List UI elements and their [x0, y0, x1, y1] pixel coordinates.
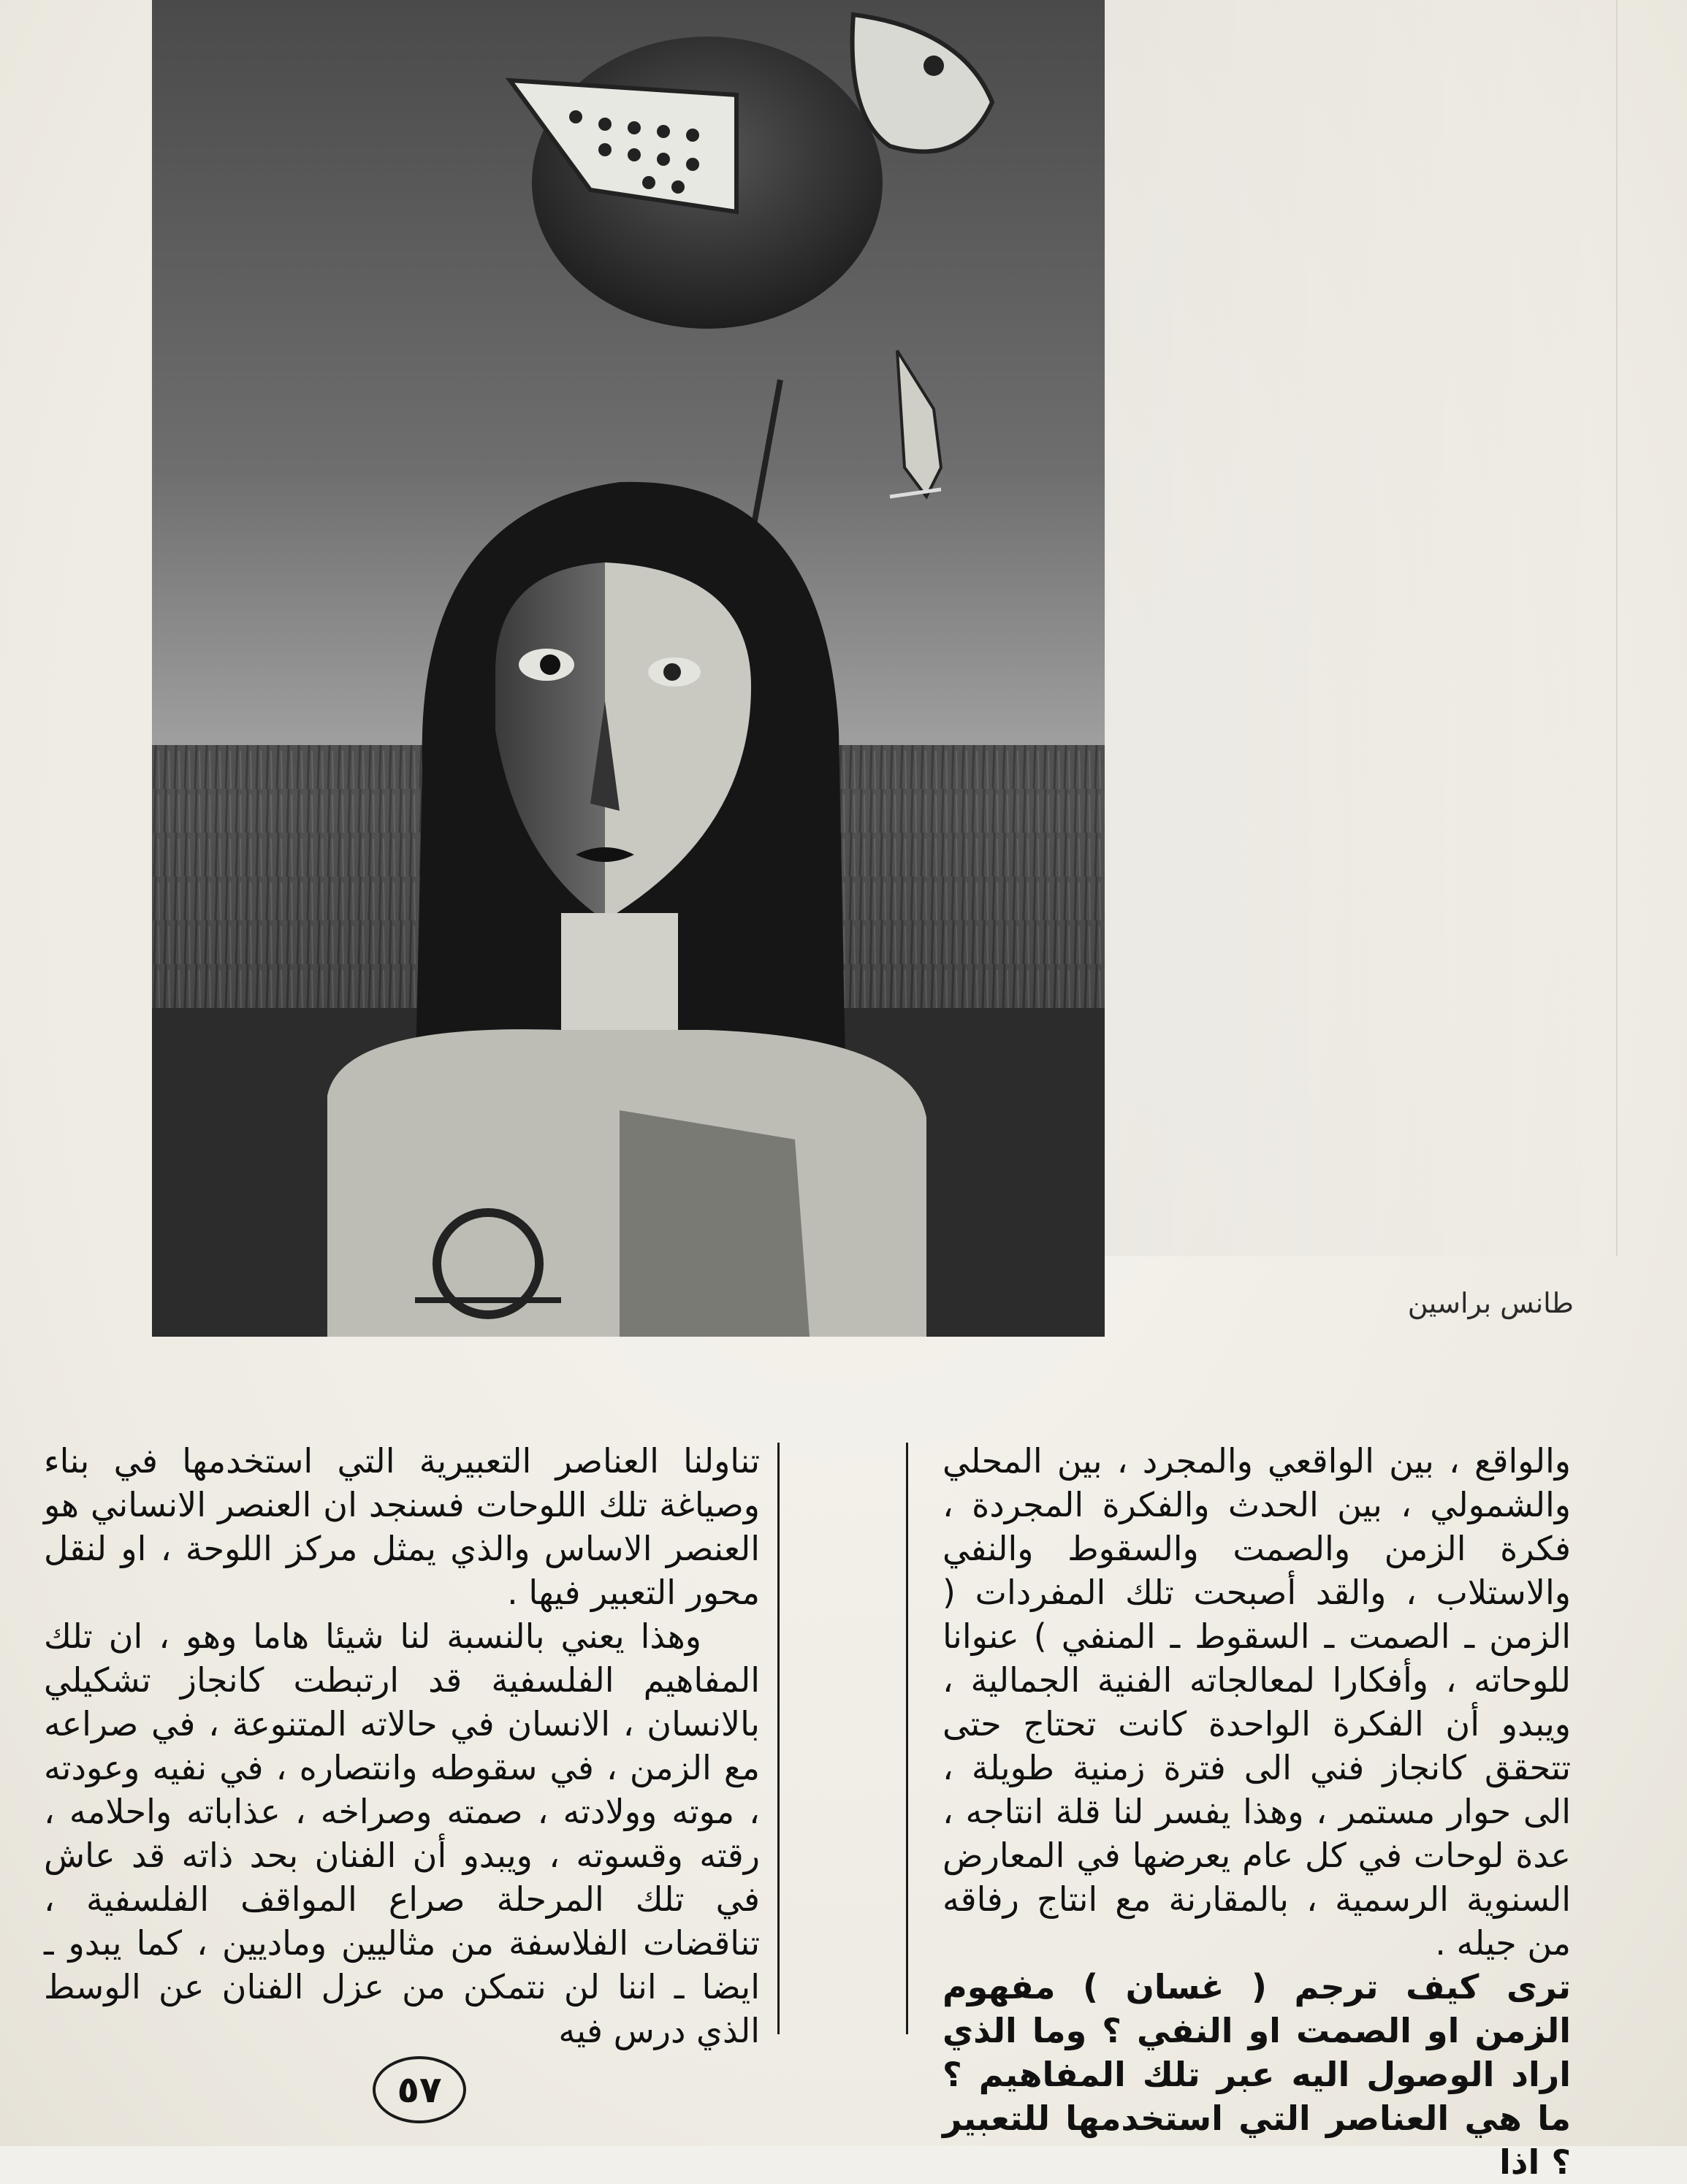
paragraph: تناولنا العناصر التعبيرية التي استخدمها في بناء وصياغة تلك اللوحات فسنجد ان العنصر الانساني هو العنصر الاساس والذي يمثل مركز اللوحة ، او لنقل محور التعبير فيها .: [44, 1441, 760, 1612]
paragraph: وهذا يعني بالنسبة لنا شيئا هاما وهو ، ان تلك المفاهيم الفلسفية قد ارتبطت كانجاز تشكيلي بالانسان ، الانسان في حالاته المتنوعة ، في صراعه مع الزمن ، في سقوطه وانتصاره ، في نفيه وعودته ، موته وولادته ، صمته وصراخه ، عذاباته واحلامه ، رقته وقسوته ، ويبدو أن الفنان بحد ذاته قد عاش في تلك المرحلة صراع المواقف الفلسفية ، تناقضات الفلاسفة من مثاليين وماديين ، كما يبدو ـ ايضا ـ اننا لن نتمكن من عزل الفنان عن الوسط الذي درس فيه: [44, 1616, 760, 2050]
paragraph: والواقع ، بين الواقعي والمجرد ، بين المحلي والشمولي ، بين الحدث والفكرة المجردة ، فكرة الزمن والصمت والسقوط والنفي والاستلاب ، والقد أصبحت تلك المفردات ( الزمن ـ الصمت ـ السقوط ـ المنفي ) عنوانا للوحاته ، وأفكارا لمعالجاته الفنية الجمالية ، ويبدو أن الفكرة الواحدة كانت تحتاج حتى تتحقق كانجاز فني الى فترة زمنية طويلة ، الى حوار مستمر ، وهذا يفسر لنا قلة انتاجه ، عدة لوحات في كل عام يعرضها في المعارض السنوية الرسمية ، بالمقارنة مع انتاج رفاقه من جيله .: [942, 1441, 1571, 1963]
painting-illustration: [152, 0, 1105, 1337]
painting-caption: طانس براسين: [1407, 1287, 1574, 1319]
column-divider-right: [906, 1443, 908, 2034]
page-number: ٥٧: [373, 2056, 466, 2123]
paragraph-question: ترى كيف ترجم ( غسان ) مفهوم الزمن او الصمت او النفي ؟ وما الذي اراد الوصول اليه عبر تلك المفاهيم ؟ ما هي العناصر التي استخدمها للتعبير ؟ اذا: [942, 1967, 1571, 2182]
text-column-left: [44, 1439, 760, 2053]
text-column-right: [942, 1439, 1571, 2184]
column-divider-left: [777, 1443, 780, 2034]
painting-image: [152, 0, 1105, 1337]
faint-background-panel: [1105, 0, 1618, 1256]
